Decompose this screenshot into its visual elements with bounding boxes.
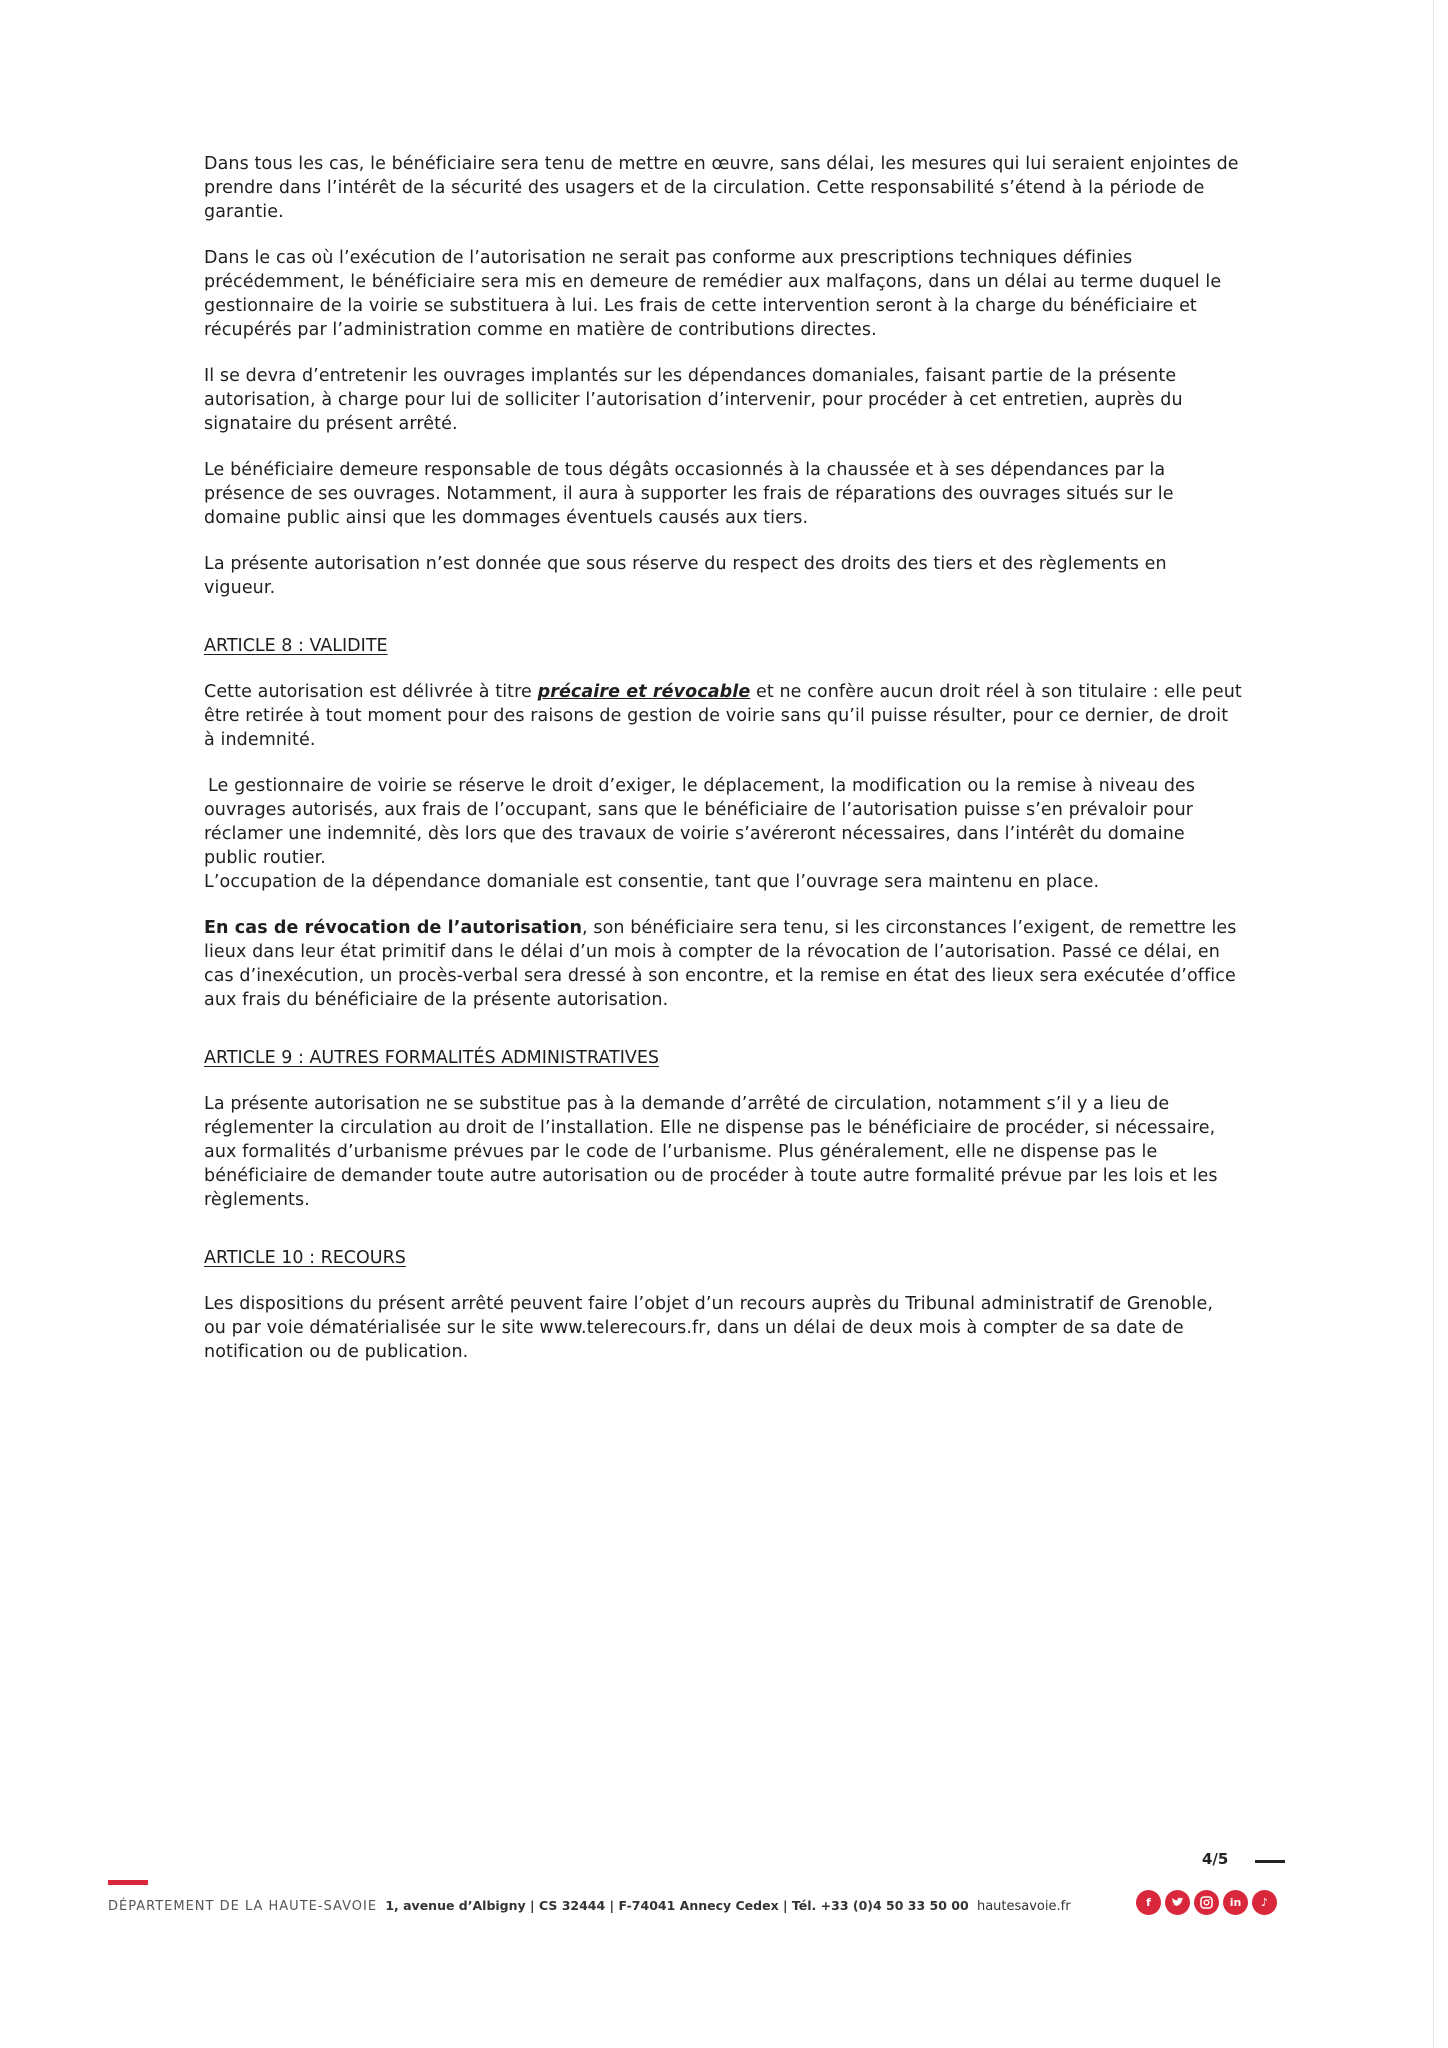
footer-address-line: 1, avenue d’Albigny | CS 32444 | F-74041 Annecy Cedex | Tél. +33 (0)4 50 33 50 00 xyxy=(385,1898,969,1913)
text-line: Dans tous les cas, le bénéficiaire sera tenu de mettre en œuvre, sans délai, les mesures qui lui seraient enjointes de xyxy=(204,154,1239,174)
article-9-heading: ARTICLE 9 : AUTRES FORMALITÉS ADMINISTRATIVES xyxy=(204,1048,660,1068)
page-number: 4/5 xyxy=(1202,1850,1229,1868)
footer-organization: DÉPARTEMENT DE LA HAUTE-SAVOIE xyxy=(108,1899,378,1914)
linkedin-icon[interactable]: in xyxy=(1223,1890,1248,1915)
text-line: notification ou de publication. xyxy=(204,1342,469,1362)
text-line: prendre dans l’intérêt de la sécurité des usagers et de la circulation. Cette responsabilité s’étend à la période de xyxy=(204,178,1205,198)
text-line: public routier. xyxy=(204,848,326,868)
text-line: bénéficiaire de demander toute autre autorisation ou de procéder à toute autre formalité prévue par les lois et les xyxy=(204,1166,1218,1186)
footer-address xyxy=(108,1898,1071,1914)
text-line: ou par voie dématérialisée sur le site www.telerecours.fr, dans un délai de deux mois à compter de sa date de xyxy=(204,1318,1184,1338)
text-line: réclamer une indemnité, dès lors que des travaux de voirie s’avéreront nécessaires, dans l’intérêt du domaine xyxy=(204,824,1185,844)
text-line: domaine public ainsi que les dommages éventuels causés aux tiers. xyxy=(204,508,809,528)
text-line: règlements. xyxy=(204,1190,310,1210)
text-line: récupérés par l’administration comme en matière de contributions directes. xyxy=(204,320,877,340)
precaire-revocable-emphasis: précaire et révocable xyxy=(537,682,751,702)
article-8-paragraph-3 xyxy=(204,916,1312,1012)
footer-website-link[interactable]: hautesavoie.fr xyxy=(976,1899,1071,1914)
instagram-icon[interactable] xyxy=(1194,1890,1219,1915)
text-line: Les dispositions du présent arrêté peuvent faire l’objet d’un recours auprès du Tribunal administratif de Grenoble, xyxy=(204,1294,1214,1314)
page-edge xyxy=(1433,0,1434,2048)
text-line: vigueur. xyxy=(204,578,276,598)
article-10-heading: ARTICLE 10 : RECOURS xyxy=(204,1248,406,1268)
tiktok-icon[interactable]: ♪ xyxy=(1252,1890,1277,1915)
text-line: Le bénéficiaire demeure responsable de tous dégâts occasionnés à la chaussée et à ses dépendances par la xyxy=(204,460,1166,480)
paragraph-droits-tiers xyxy=(204,552,1312,600)
text-line: réglementer la circulation au droit de l’installation. Elle ne dispense pas le bénéficiaire de procéder, si nécessaire, xyxy=(204,1118,1216,1138)
text-line: ouvrages autorisés, aux frais de l’occupant, sans que le bénéficiaire de l’autorisation puisse s’en prévaloir pour xyxy=(204,800,1194,820)
paragraph-securite xyxy=(204,152,1312,224)
paragraph-entretien xyxy=(204,364,1312,436)
brand-accent-bar xyxy=(108,1880,148,1885)
text-line: Le gestionnaire de voirie se réserve le droit d’exiger, le déplacement, la modification ou la remise à niveau des xyxy=(208,776,1196,796)
text-line: garantie. xyxy=(204,202,284,222)
revocation-bold: En cas de révocation de l’autorisation xyxy=(204,918,583,938)
text-line: La présente autorisation ne se substitue pas à la demande d’arrêté de circulation, notamment s’il y a lieu de xyxy=(204,1094,1170,1114)
text-line: aux formalités d’urbanisme prévues par le code de l’urbanisme. Plus généralement, elle ne dispense pas le xyxy=(204,1142,1158,1162)
text-line: à indemnité. xyxy=(204,730,316,750)
text-line: signataire du présent arrêté. xyxy=(204,414,458,434)
article-9-paragraph xyxy=(204,1092,1312,1212)
text-line: gestionnaire de la voirie se substituera à lui. Les frais de cette intervention seront à la charge du bénéficiaire et xyxy=(204,296,1197,316)
document-body xyxy=(204,152,1312,1386)
text-line: présence de ses ouvrages. Notamment, il aura à supporter les frais de réparations des ouvrages situés sur le xyxy=(204,484,1174,504)
text-line: cas d’inexécution, un procès-verbal sera dressé à son encontre, et la remise en état des lieux sera exécutée d’office xyxy=(204,966,1236,986)
text-line: autorisation, à charge pour lui de solliciter l’autorisation d’intervenir, pour procéder à cet entretien, auprès du xyxy=(204,390,1183,410)
article-8-paragraph-1 xyxy=(204,680,1312,752)
twitter-icon[interactable] xyxy=(1165,1890,1190,1915)
text-line: aux frais du bénéficiaire de la présente autorisation. xyxy=(204,990,669,1010)
text-line: La présente autorisation n’est donnée que sous réserve du respect des droits des tiers et des règlements en xyxy=(204,554,1167,574)
facebook-icon[interactable]: f xyxy=(1136,1890,1161,1915)
text-line: L’occupation de la dépendance domaniale est consentie, tant que l’ouvrage sera maintenu en place. xyxy=(204,872,1100,892)
text-line: précédemment, le bénéficiaire sera mis en demeure de remédier aux malfaçons, dans un délai au terme duquel le xyxy=(204,272,1222,292)
social-links xyxy=(1136,1890,1277,1915)
text-line: Dans le cas où l’exécution de l’autorisation ne serait pas conforme aux prescriptions techniques définies xyxy=(204,248,1133,268)
text-line: être retirée à tout moment pour des raisons de gestion de voirie sans qu’il puisse résulter, pour ce dernier, de droit xyxy=(204,706,1229,726)
text-line: Cette autorisation est délivrée à titre précaire et révocable et ne confère aucun droit réel à son titulaire : elle peut xyxy=(204,682,1242,702)
page-number-dash xyxy=(1255,1860,1285,1863)
text-line: lieux dans leur état primitif dans le délai d’un mois à compter de la révocation de l’autorisation. Passé ce délai, en xyxy=(204,942,1220,962)
paragraph-responsabilite xyxy=(204,458,1312,530)
text-line: Il se devra d’entretenir les ouvrages implantés sur les dépendances domaniales, faisant partie de la présente xyxy=(204,366,1177,386)
article-10-paragraph xyxy=(204,1292,1312,1364)
text-line: En cas de révocation de l’autorisation, son bénéficiaire sera tenu, si les circonstances l’exigent, de remettre les xyxy=(204,918,1237,938)
paragraph-malfacons xyxy=(204,246,1312,342)
article-8-paragraph-2 xyxy=(204,774,1312,894)
article-8-heading: ARTICLE 8 : VALIDITE xyxy=(204,636,388,656)
